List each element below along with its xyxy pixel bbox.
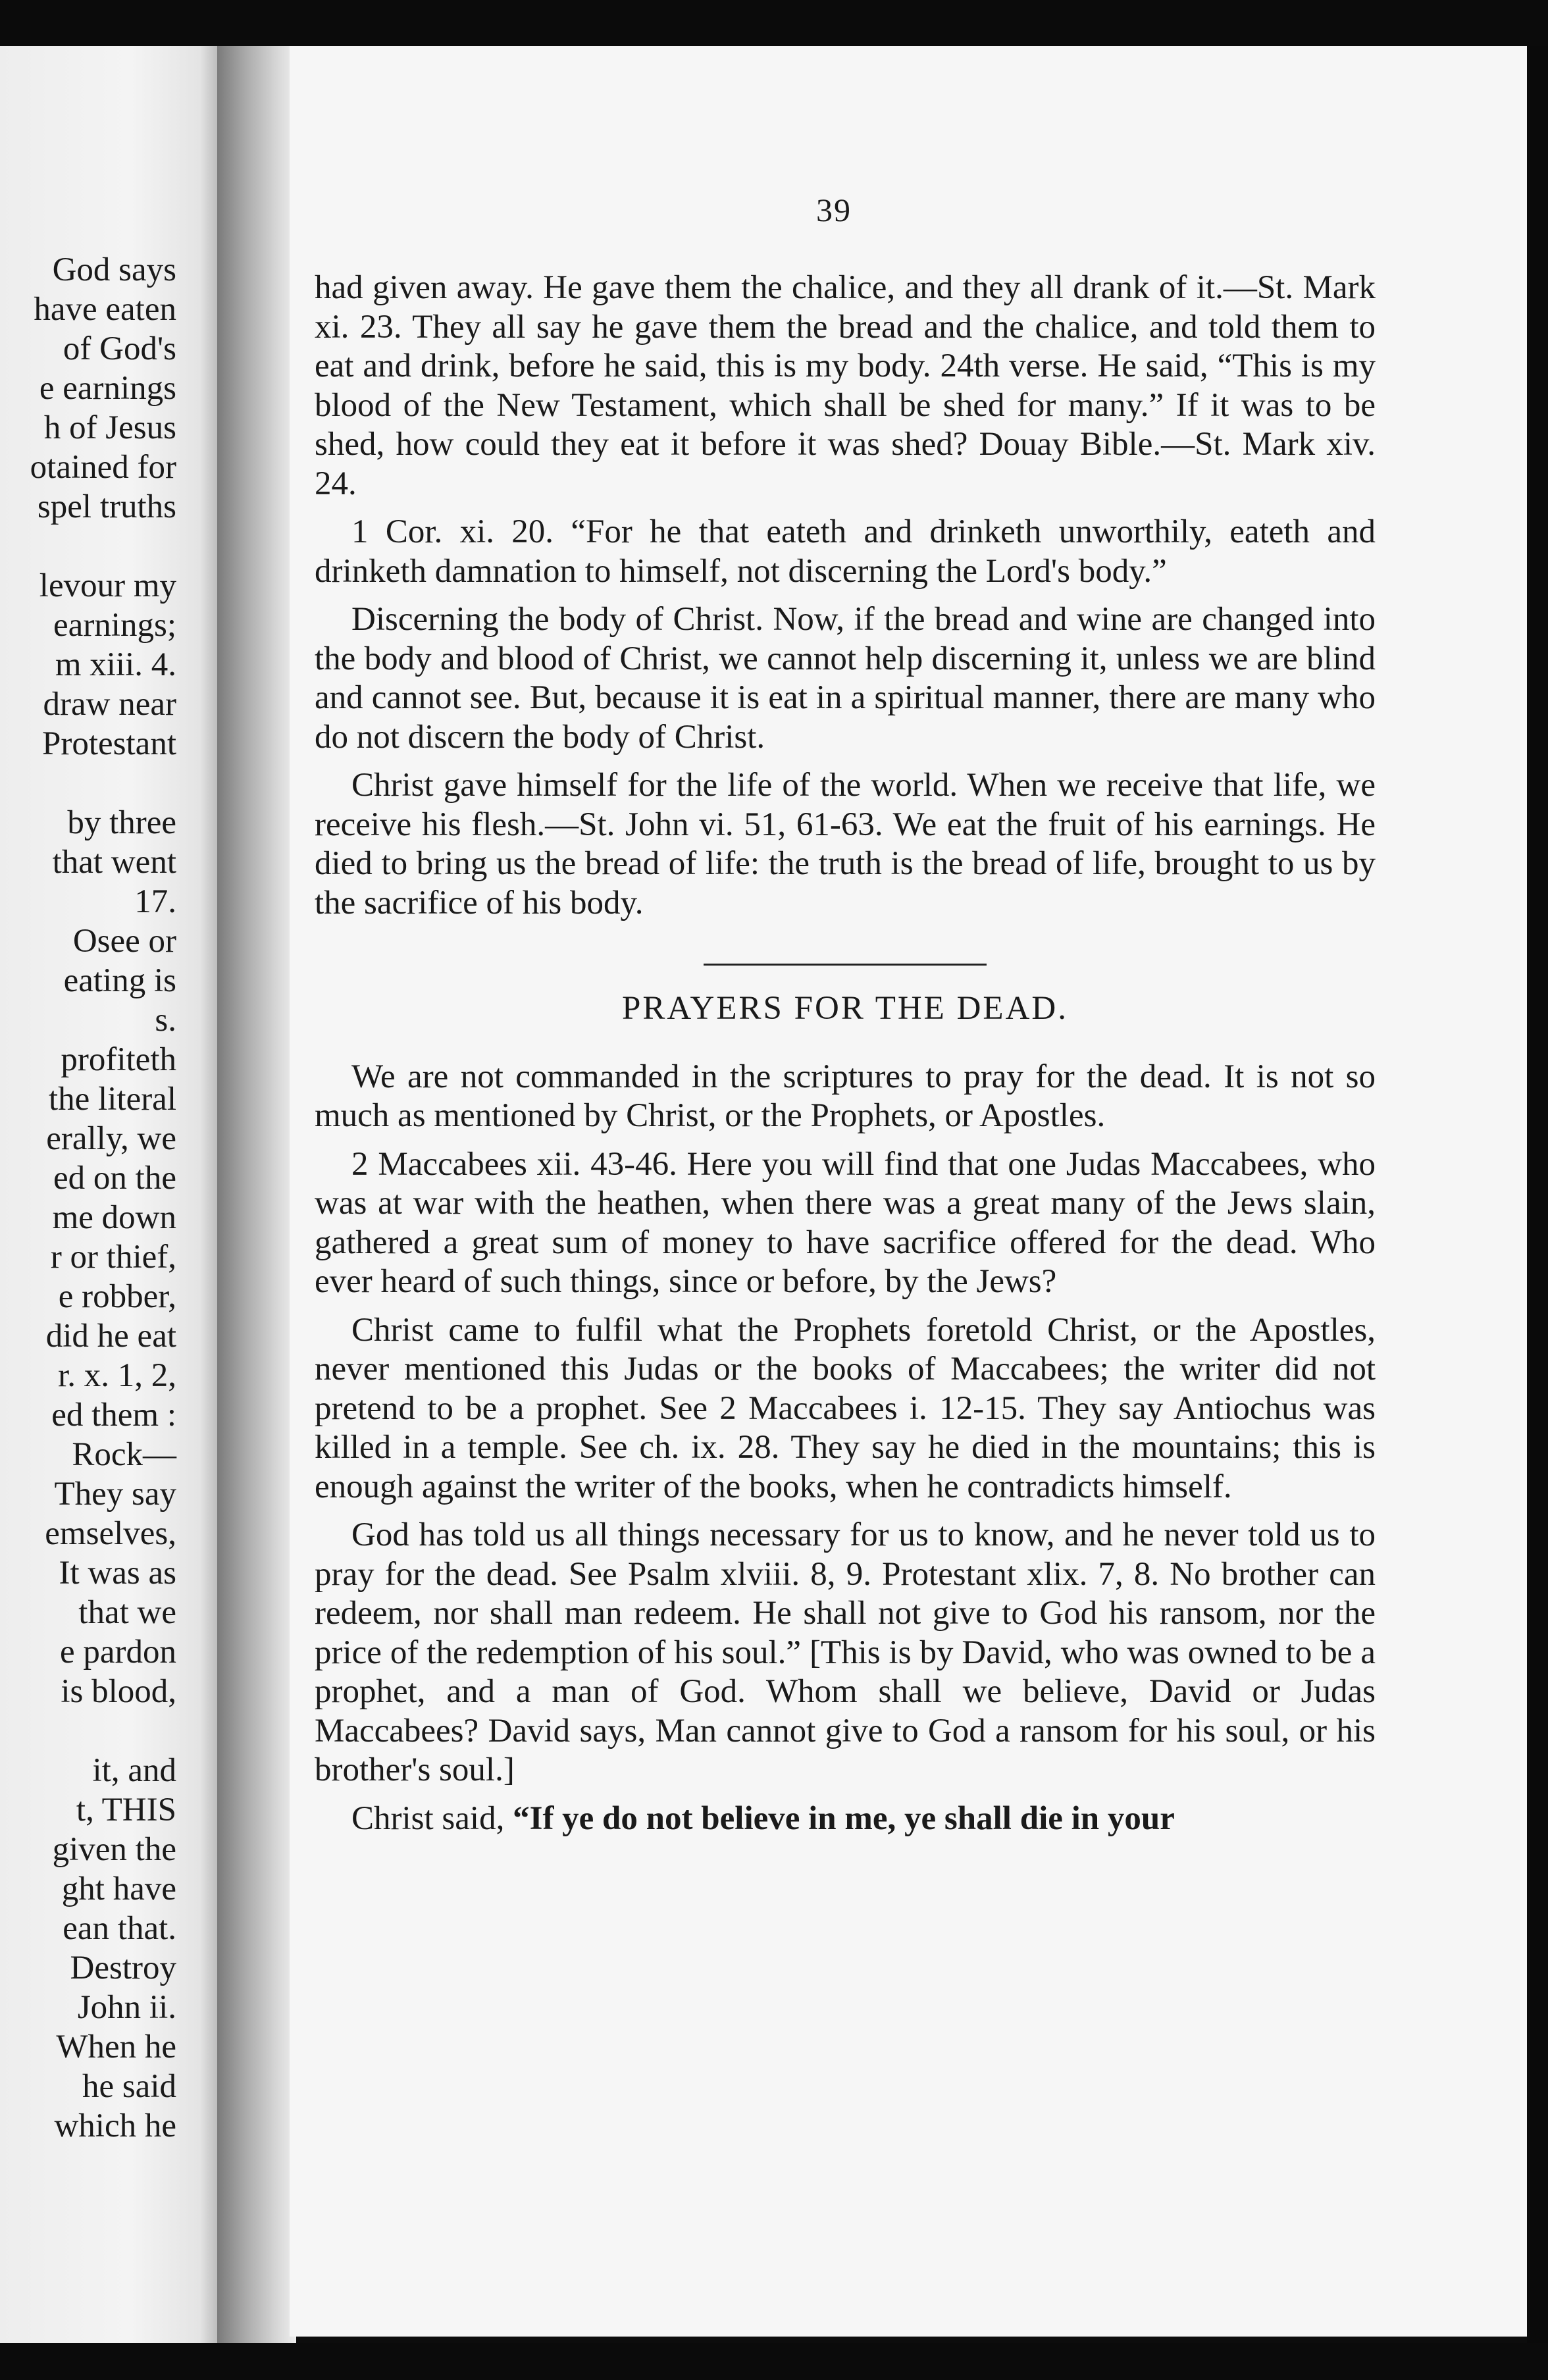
facing-page-line: r or thief, <box>50 1239 176 1276</box>
facing-page-line: is blood, <box>61 1673 176 1710</box>
facing-page-line: Rock— <box>72 1436 176 1473</box>
facing-page-line: the literal <box>49 1081 176 1118</box>
facing-page-line: They say <box>54 1476 176 1513</box>
final-line-plain: Christ said, <box>351 1799 513 1837</box>
facing-page-line: emselves, <box>45 1515 176 1552</box>
facing-page-line: 17. <box>134 883 176 920</box>
facing-page-line: e robber, <box>58 1278 176 1315</box>
paragraph-final <box>315 1799 1376 1839</box>
facing-page-line: ean that. <box>63 1910 176 1947</box>
facing-page-line: erally, we <box>46 1120 176 1157</box>
facing-page-line: which he <box>54 2108 176 2144</box>
facing-page-line: profiteth <box>61 1041 176 1078</box>
facing-page-line <box>0 1711 176 1751</box>
scan-right-border <box>1527 46 1548 2380</box>
paragraph: Discerning the body of Christ. Now, if the bread and wine are changed into the body and blood of Christ, we cannot help discerning it, unless we are blind and cannot see. But, because it is eat in a spiritual manner, there are many who do not discern the body of Christ. <box>315 601 1376 756</box>
facing-page-line: levour my <box>39 567 176 604</box>
paragraph: 2 Maccabees xii. 43-46. Here you will find that one Judas Maccabees, who was at war with the heathen, when there was a great many of the Jews slain, gathered a great sum of money to have sacrifice offered for the dead. Who ever heard of such things, since or before, by the Jews? <box>315 1145 1376 1300</box>
facing-page-line: by three <box>67 804 176 841</box>
facing-page-line: When he <box>56 2029 176 2065</box>
section-heading: PRAYERS FOR THE DEAD. <box>622 990 1068 1027</box>
facing-page-line: spel truths <box>37 488 176 525</box>
facing-page-line: God says <box>52 251 176 288</box>
facing-page-line: that we <box>78 1594 176 1631</box>
facing-page-line: It was as <box>59 1555 176 1591</box>
facing-page-line: of God's <box>63 330 176 367</box>
facing-page-line: ght have <box>61 1871 176 1907</box>
facing-page-line: he said <box>82 2068 176 2105</box>
facing-page-line: John ii. <box>77 1989 176 2026</box>
facing-page-line: me down <box>52 1199 176 1236</box>
facing-page-line: have eaten <box>34 291 176 328</box>
facing-page-line: Osee or <box>72 923 176 960</box>
facing-page-line: e earnings <box>39 370 176 407</box>
facing-page-line: it, and <box>92 1752 176 1789</box>
paragraph: God has told us all things necessary for us to know, and he never told us to pray for the dead. See Psalm xlviii. 8, 9. Protestant xlix. 7, 8. No brother can redeem, nor shall man redeem. He shall not give to God his ransom, nor the price of the redemption of his soul.” [This is by David, who was owned to be a prophet, and a man of God. Whom shall we believe, David or Judas Maccabees? David says, Man cannot give to God a ransom for his soul, or his brother's soul.] <box>315 1516 1376 1788</box>
paragraph: We are not commanded in the scriptures to pray for the dead. It is not so much as mentioned by Christ, or the Prophets, or Apostles. <box>315 1058 1376 1134</box>
facing-page-line: eating is <box>63 962 176 999</box>
paragraph: Christ gave himself for the life of the world. When we receive that life, we receive his flesh.—St. John vi. 51, 61-63. We eat the fruit of his earnings. He died to bring us the bread of life: the truth is the bread of life, brought to us by the sacrifice of his body. <box>315 767 1376 921</box>
book-gutter <box>217 46 296 2343</box>
scan-top-border <box>0 0 1548 46</box>
section-divider <box>704 964 987 966</box>
final-line-bold: “If ye do not believe in me, ye shall die in your <box>513 1799 1175 1837</box>
facing-page-line: given the <box>52 1831 176 1868</box>
facing-page-line: draw near <box>43 686 176 723</box>
facing-page-line <box>0 527 176 566</box>
paragraph: Christ came to fulfil what the Prophets foretold Christ, or the Apostles, never mentioned this Judas or the books of Maccabees; the writer did not pretend to be a prophet. See 2 Maccabees i. 12-15. They say Antiochus was killed in a temple. See ch. ix. 28. They say he died in the mountains; this is enough against the writer of the books, when he contradicts himself. <box>315 1311 1376 1505</box>
facing-page-line: ed them : <box>51 1397 176 1434</box>
paragraph: had given away. He gave them the chalice, and they all drank of it.—St. Mark xi. 23. They all say he gave them the bread and the chalice, and told them to eat and drink, before he said, this is my body. 24th verse. He said, “This is my blood of the New Testament, which shall be shed for many.” If it was to be shed, how could they eat it before it was shed? Douay Bible.—St. Mark xiv. 24. <box>315 269 1376 502</box>
facing-page-line: r. x. 1, 2, <box>58 1357 176 1394</box>
page-number: 39 <box>816 192 852 228</box>
facing-page-line: s. <box>155 1002 176 1039</box>
facing-page-line: earnings; <box>53 607 176 644</box>
facing-page-line: e pardon <box>59 1634 176 1670</box>
facing-page-line: Protestant <box>42 725 176 762</box>
facing-page-line: did he eat <box>45 1318 176 1355</box>
facing-page-line: ed on the <box>53 1160 176 1197</box>
facing-page-line: that went <box>52 844 176 881</box>
page-body <box>315 269 1376 1848</box>
facing-page-line: t, THIS <box>76 1792 176 1828</box>
facing-page-line <box>0 763 176 803</box>
facing-page-line: h of Jesus <box>43 409 176 446</box>
paragraph: 1 Cor. xi. 20. “For he that eateth and drinketh unworthily, eateth and drinketh damnation to himself, not discerning the Lord's body.” <box>315 513 1376 590</box>
facing-page-text <box>0 250 176 2146</box>
facing-page-line: m xiii. 4. <box>55 646 176 683</box>
facing-page-line: Destroy <box>70 1950 176 1986</box>
facing-page <box>0 46 217 2343</box>
scan-bottom-border <box>0 2343 1548 2380</box>
facing-page-line: otained for <box>30 449 176 486</box>
